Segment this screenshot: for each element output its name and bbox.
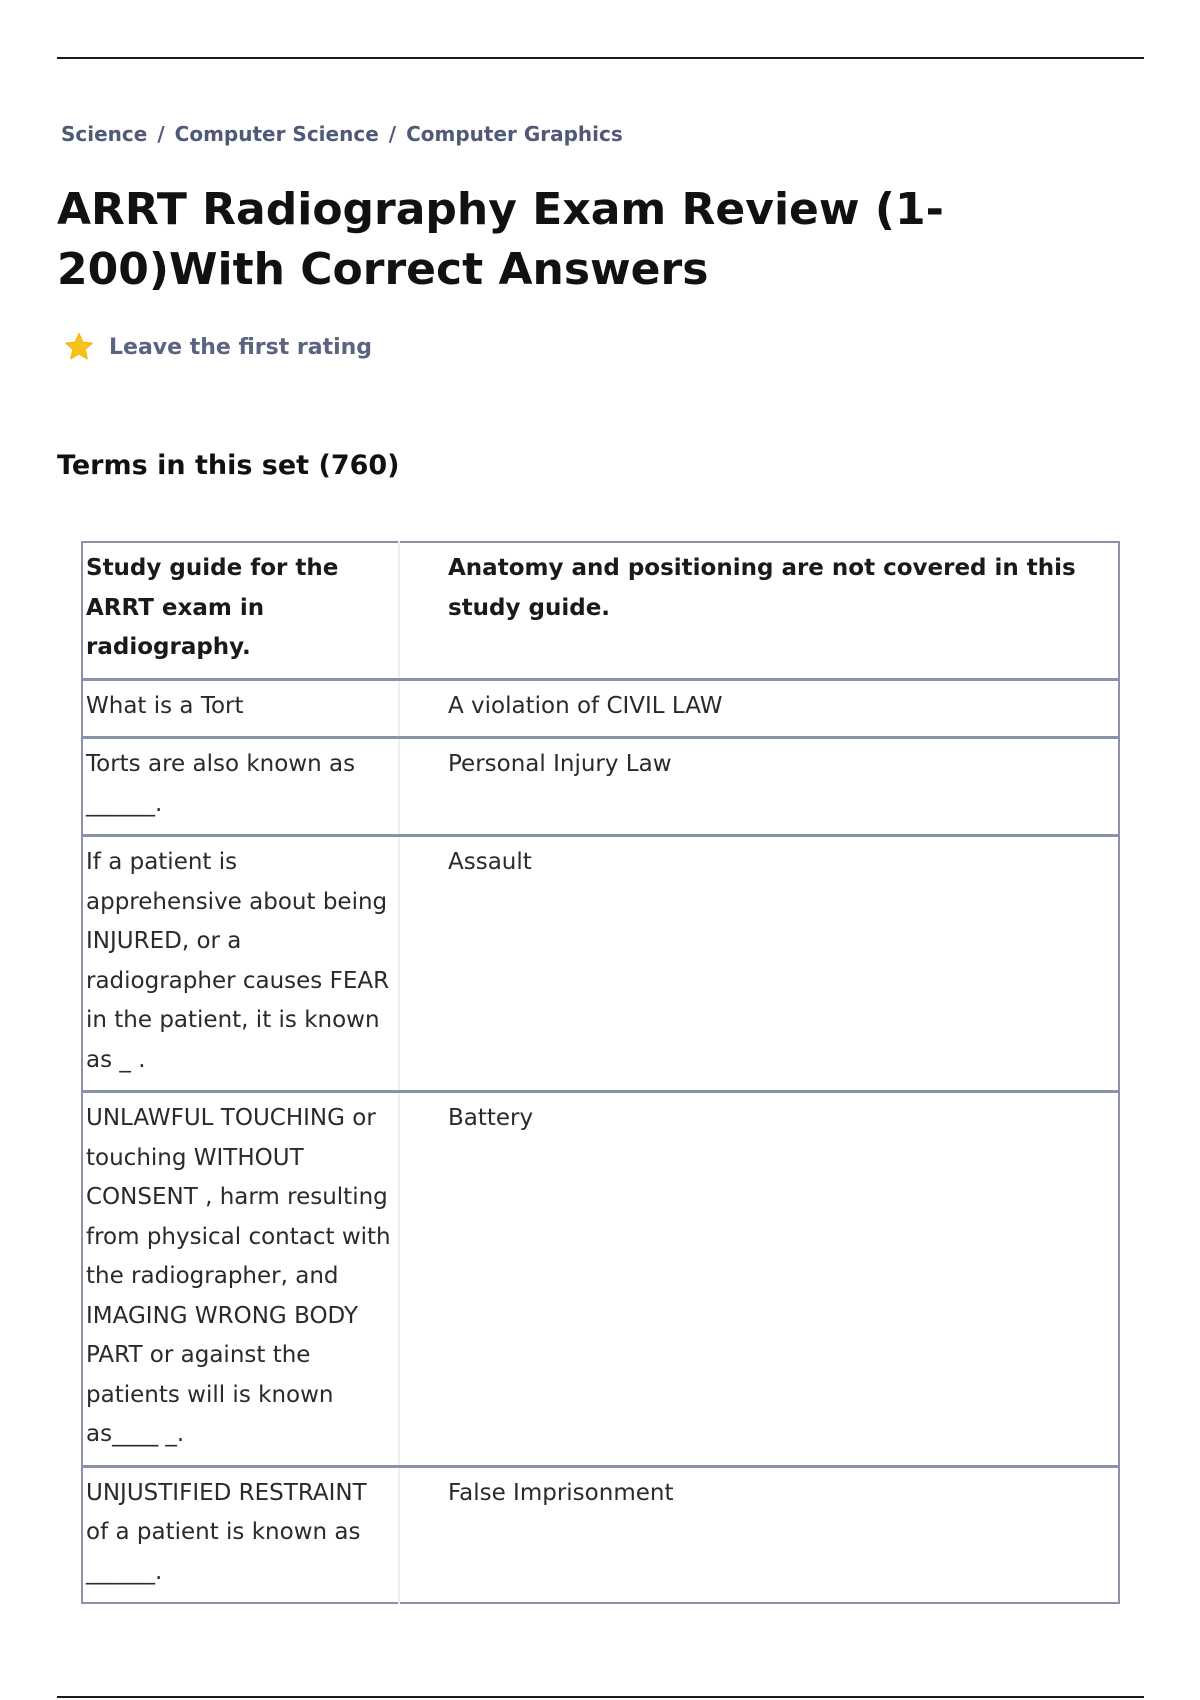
table-row xyxy=(82,738,1119,836)
term-cell: What is a Tort xyxy=(82,679,399,738)
table-row xyxy=(82,1466,1119,1603)
definition-cell: A violation of CIVIL LAW xyxy=(448,692,723,719)
breadcrumb xyxy=(61,122,623,146)
definition-cell: Assault xyxy=(448,849,532,875)
definition-cell: Anatomy and positioning are not covered in this study guide. xyxy=(448,555,1076,621)
definition-cell: False Imprisonment xyxy=(448,1479,674,1506)
term-cell: Torts are also known as ______. xyxy=(82,738,399,836)
table-row xyxy=(82,542,1119,679)
term-cell: If a patient is apprehensive about being INJURED, or a radiographer causes FEAR in the patient, it is known as _ . xyxy=(82,836,399,1092)
terms-table xyxy=(81,541,1120,1604)
star-icon xyxy=(63,331,95,363)
breadcrumb-link-science[interactable]: Science xyxy=(61,122,148,146)
breadcrumb-link-computer-science[interactable]: Computer Science xyxy=(174,122,379,146)
breadcrumb-link-computer-graphics[interactable]: Computer Graphics xyxy=(406,122,623,146)
term-cell: UNJUSTIFIED RESTRAINT of a patient is known as ______. xyxy=(82,1466,399,1603)
definition-cell: Battery xyxy=(448,1105,534,1131)
rating-label: Leave the first rating xyxy=(109,334,373,360)
top-divider xyxy=(57,57,1144,59)
bottom-divider xyxy=(57,1696,1144,1698)
term-cell: Study guide for the ARRT exam in radiography. xyxy=(82,542,399,679)
breadcrumb-separator: / xyxy=(157,122,165,146)
term-cell: UNLAWFUL TOUCHING or touching WITHOUT CONSENT , harm resulting from physical contact with the radiographer, and IMAGING WRONG BODY PART or against the patients will is known as____ _. xyxy=(82,1092,399,1467)
rating-link[interactable] xyxy=(63,331,372,363)
table-row xyxy=(82,1092,1119,1467)
breadcrumb-separator: / xyxy=(388,122,397,146)
table-row xyxy=(82,836,1119,1092)
table-row xyxy=(82,679,1119,738)
page-title: ARRT Radiography Exam Review (1-200)With Correct Answers xyxy=(57,184,944,295)
terms-heading: Terms in this set (760) xyxy=(57,450,400,481)
definition-cell: Personal Injury Law xyxy=(448,751,672,777)
